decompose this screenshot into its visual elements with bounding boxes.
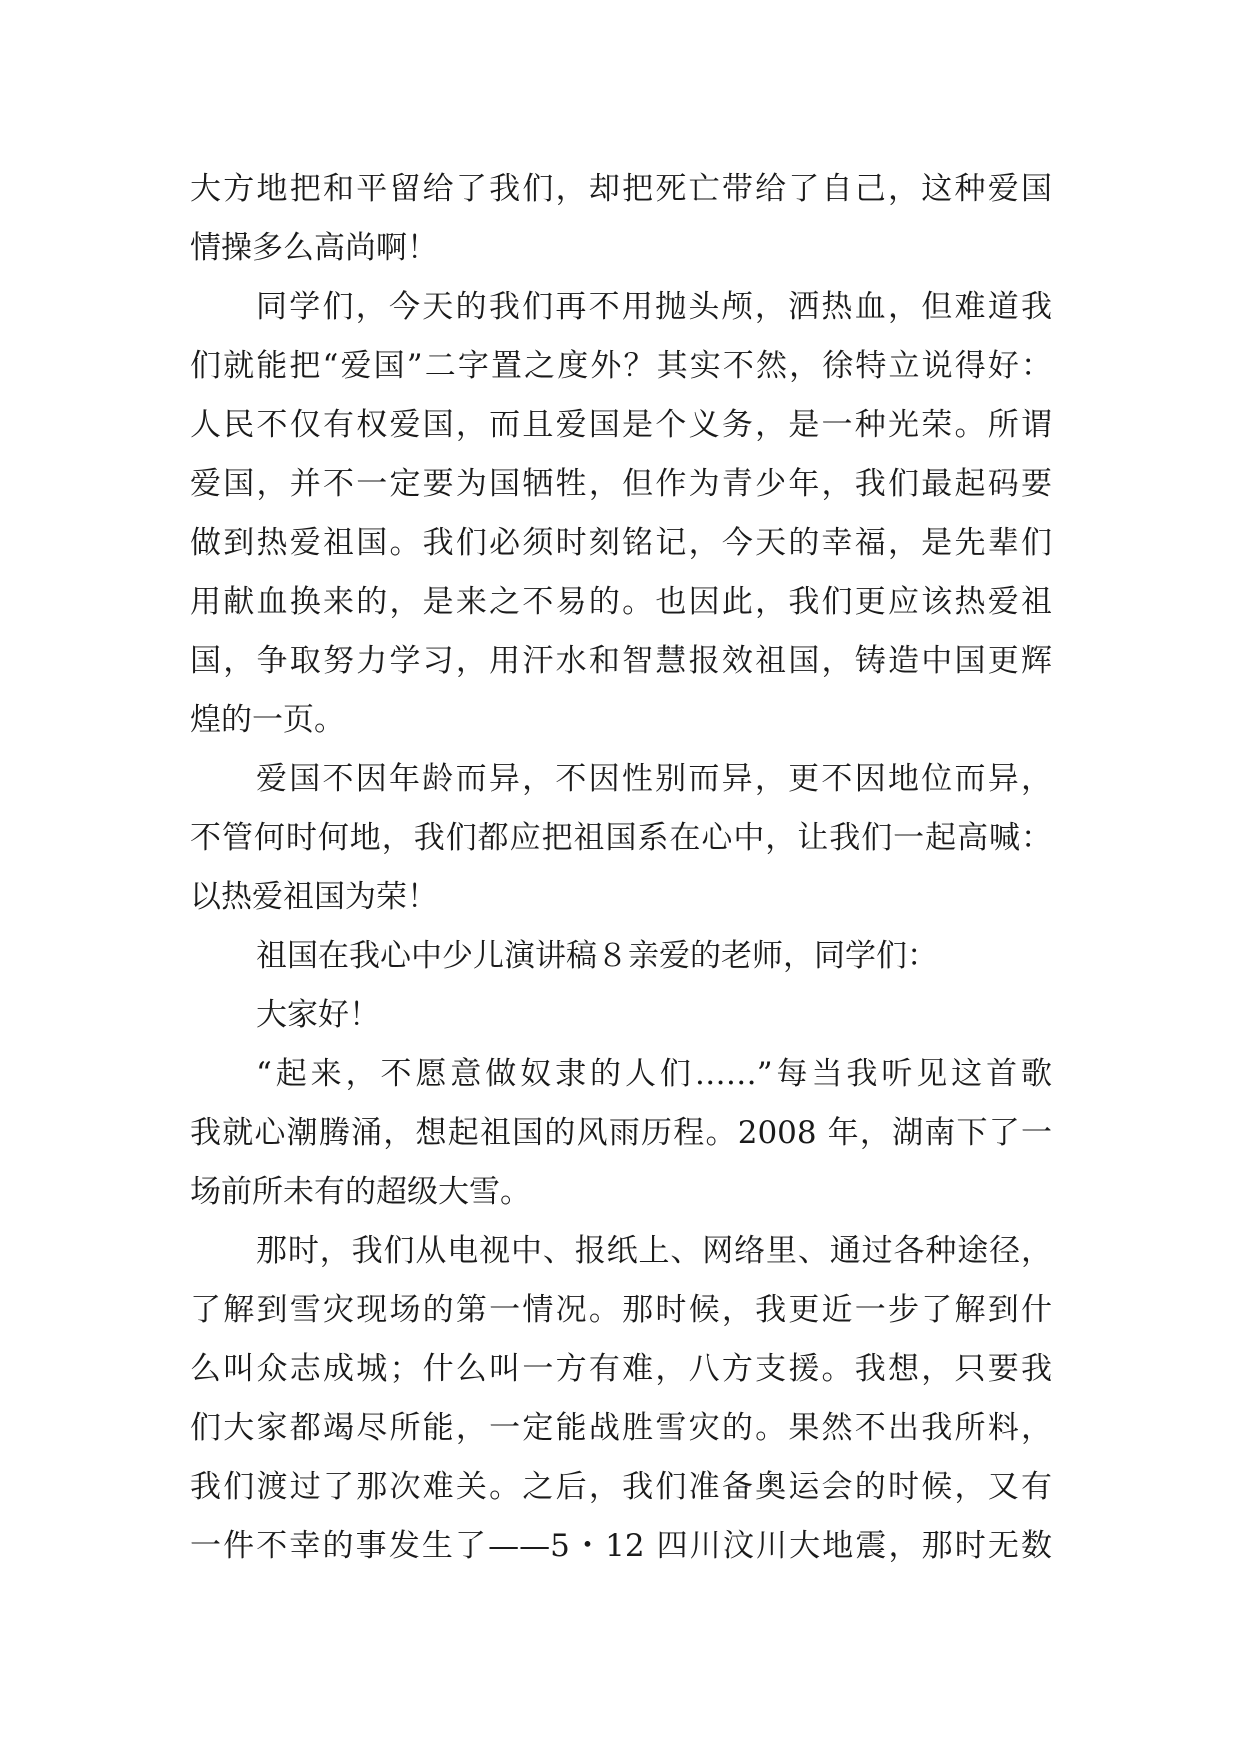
text-line: 不管何时何地，我们都应把祖国系在心中，让我们一起高喊： <box>190 820 1052 856</box>
paragraph-first-line: 祖国在我心中少儿演讲稿８亲爱的老师，同学们： <box>256 938 938 974</box>
paragraph-first-line: 爱国不因年龄而异，不因性别而异，更不因地位而异， <box>256 761 1052 797</box>
text-line: 人民不仅有权爱国，而且爱国是个义务，是一种光荣。所谓 <box>190 407 1052 443</box>
text-line: 们就能把“爱国”二字置之度外？其实不然，徐特立说得好： <box>190 348 1052 384</box>
text-line: 我就心潮腾涌，想起祖国的风雨历程。2008 年，湖南下了一 <box>190 1115 1052 1151</box>
text-line: 做到热爱祖国。我们必须时刻铭记，今天的幸福，是先辈们 <box>190 525 1052 561</box>
text-line: 一件不幸的事发生了——5・12 四川汶川大地震，那时无数 <box>190 1528 1052 1564</box>
text-line: 大方地把和平留给了我们，却把死亡带给了自己，这种爱国 <box>190 171 1052 207</box>
paragraph-first-line: 那时，我们从电视中、报纸上、网络里、通过各种途径， <box>256 1233 1052 1269</box>
text-line: 们大家都竭尽所能，一定能战胜雪灾的。果然不出我所料， <box>190 1410 1052 1446</box>
document-body <box>190 160 1052 1576</box>
text-line: 爱国，并不一定要为国牺牲，但作为青少年，我们最起码要 <box>190 466 1052 502</box>
text-line: 煌的一页。 <box>190 702 345 738</box>
text-line: 场前所未有的超级大雪。 <box>190 1174 531 1210</box>
text-line: 了解到雪灾现场的第一情况。那时候，我更近一步了解到什 <box>190 1292 1052 1328</box>
paragraph-first-line: 同学们，今天的我们再不用抛头颅，洒热血，但难道我 <box>256 289 1052 325</box>
text-line: 么叫众志成城；什么叫一方有难，八方支援。我想，只要我 <box>190 1351 1052 1387</box>
text-line: 我们渡过了那次难关。之后，我们准备奥运会的时候，又有 <box>190 1469 1052 1505</box>
text-line: 国，争取努力学习，用汗水和智慧报效祖国，铸造中国更辉 <box>190 643 1052 679</box>
paragraph-first-line: 大家好！ <box>256 997 380 1033</box>
paragraph-first-line: “起来，不愿意做奴隶的人们……”每当我听见这首歌 <box>256 1056 1052 1092</box>
text-line: 情操多么高尚啊！ <box>190 230 438 266</box>
text-line: 以热爱祖国为荣！ <box>190 879 438 915</box>
text-line: 用献血换来的，是来之不易的。也因此，我们更应该热爱祖 <box>190 584 1052 620</box>
